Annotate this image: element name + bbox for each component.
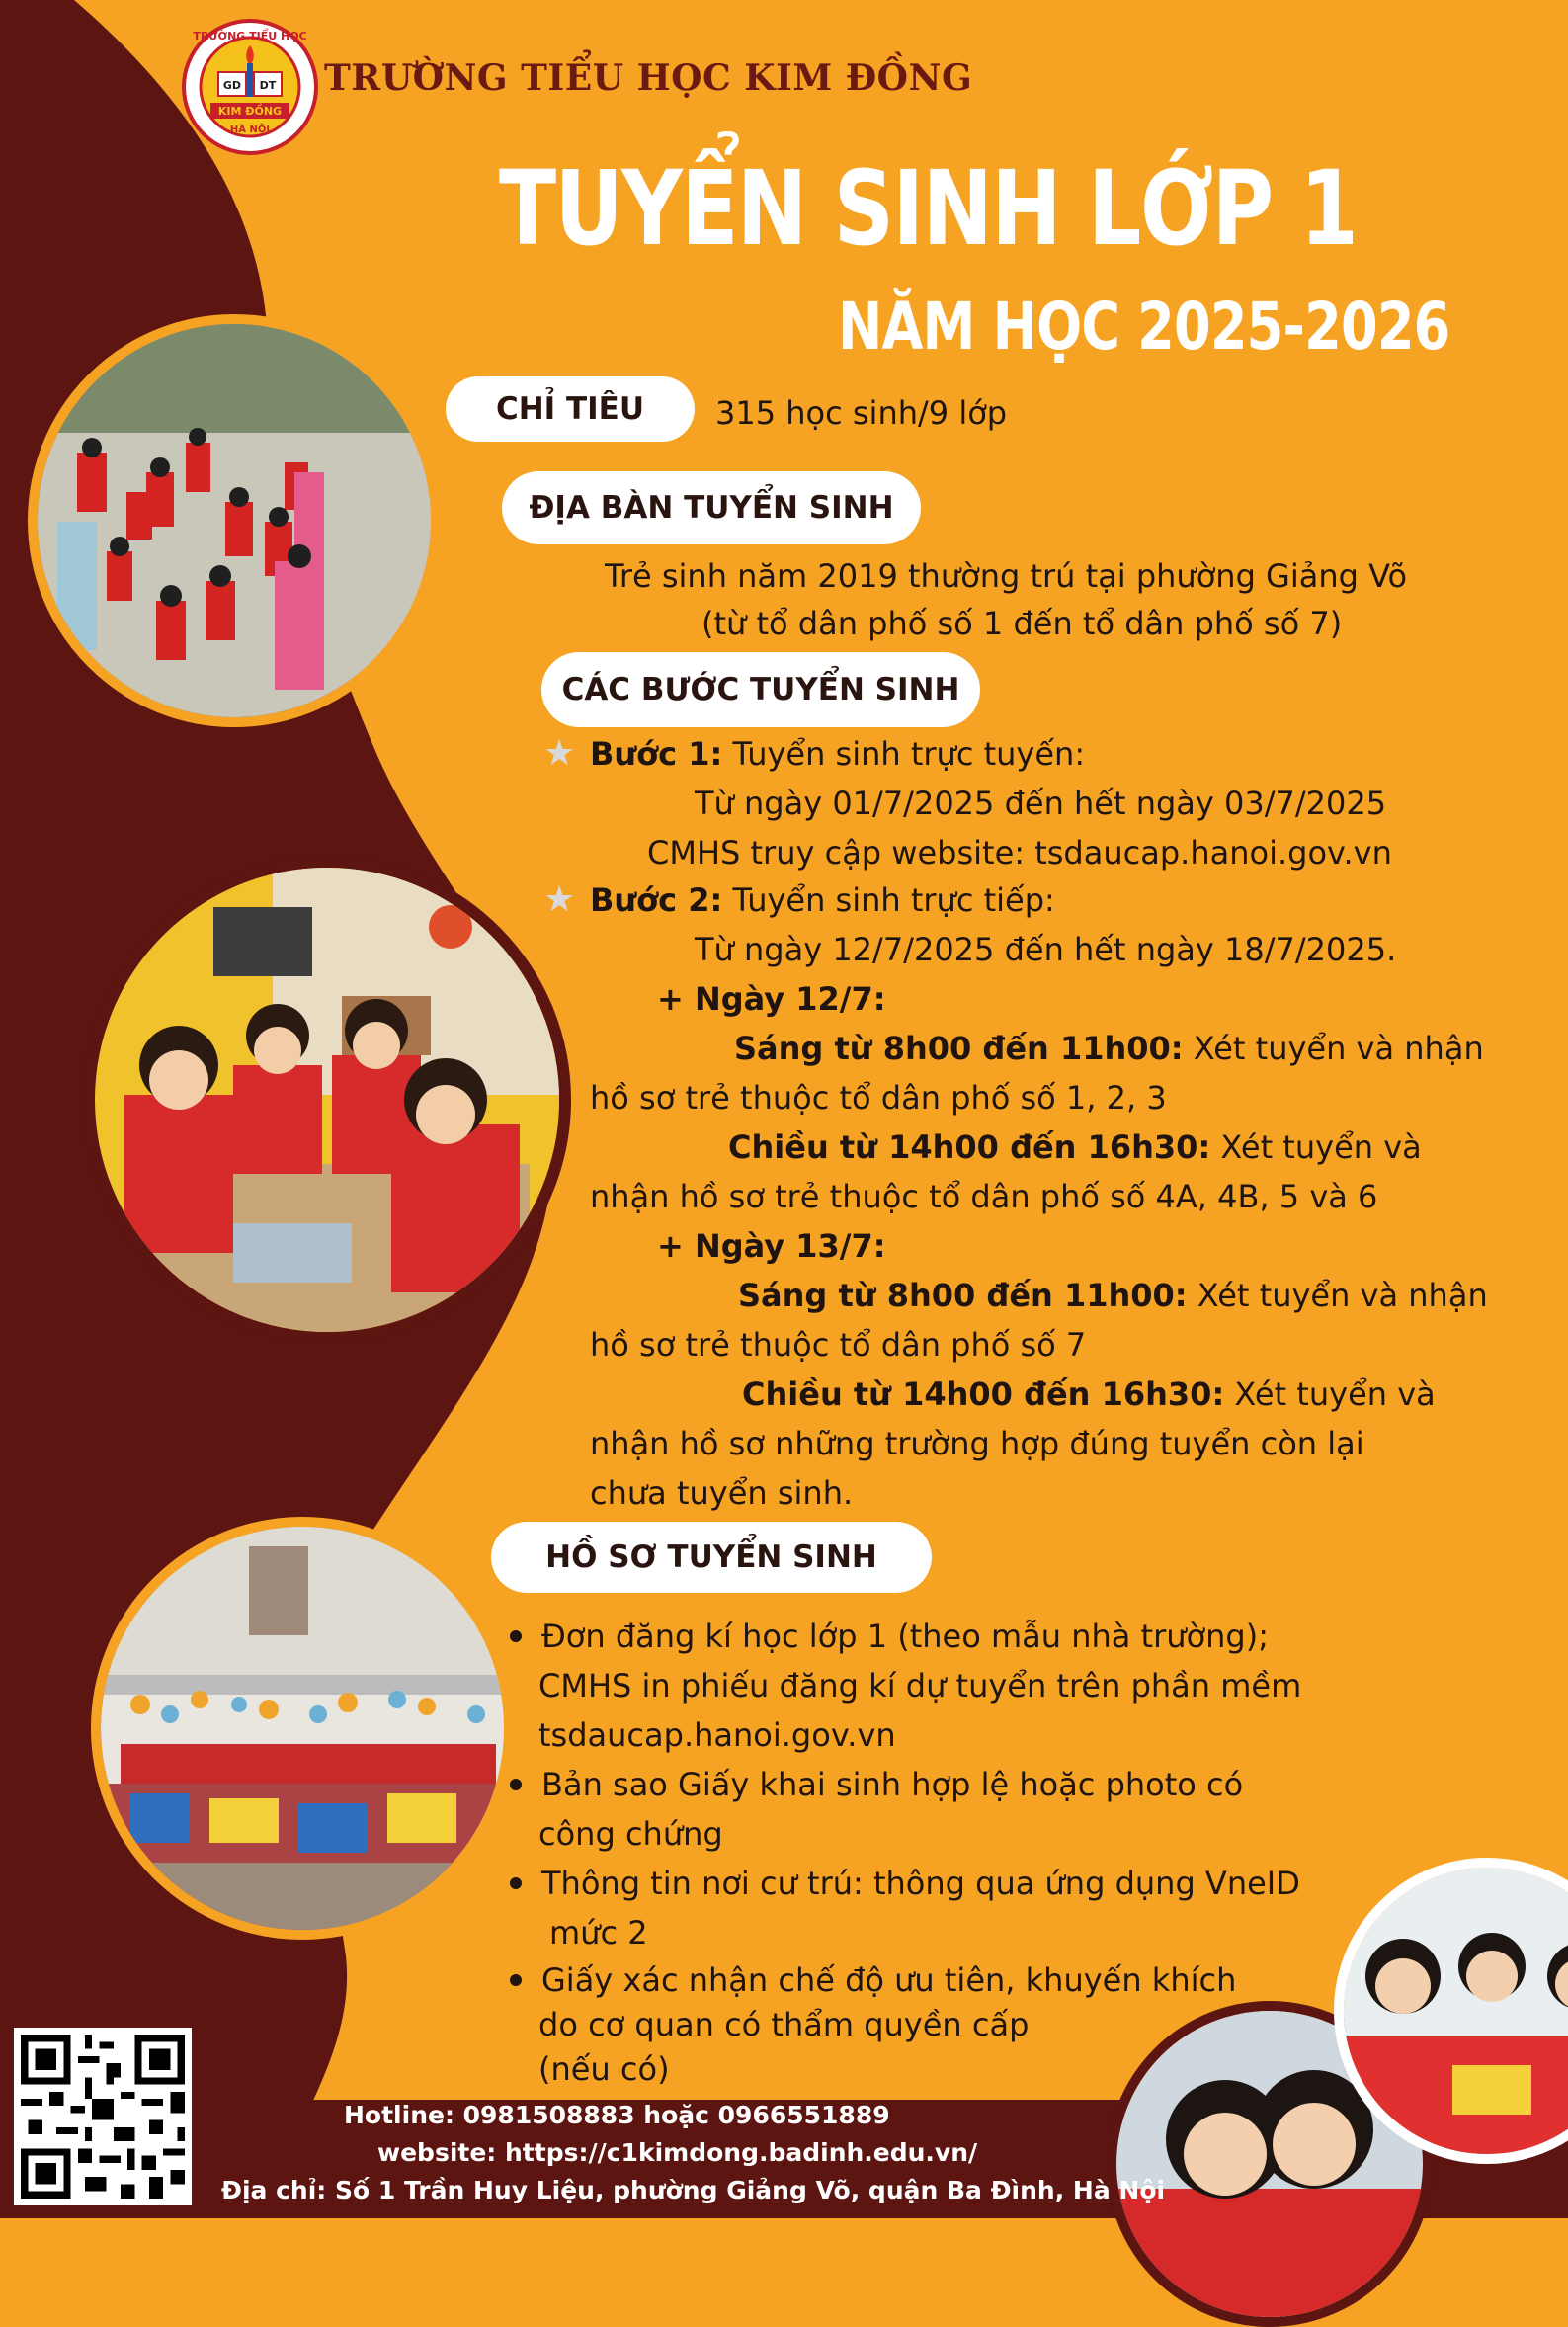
step-1-heading: Bước 1: Tuyển sinh trực tuyến: — [590, 735, 1086, 773]
footer-address: Địa chỉ: Số 1 Trần Huy Liệu, phường Giảng Võ, quận Ba Đình, Hà Nội — [221, 2176, 1166, 2204]
doc-item-1-line-2: CMHS in phiếu đăng kí dự tuyển trên phần mềm — [538, 1667, 1302, 1704]
bullet-icon — [510, 1630, 522, 1642]
steps-label: CÁC BƯỚC TUYỂN SINH — [541, 652, 980, 727]
photo-students-parade — [28, 314, 441, 727]
svg-text:HÀ NỘI: HÀ NỘI — [229, 125, 271, 135]
doc-item-3-line-1: Thông tin nơi cư trú: thông qua ứng dụng VneID — [541, 1865, 1300, 1902]
doc-item-1-line-3: tsdaucap.hanoi.gov.vn — [538, 1716, 896, 1754]
day-1-morning: Sáng từ 8h00 đến 11h00: Xét tuyển và nhận — [734, 1030, 1484, 1067]
doc-item-4-line-1: Giấy xác nhận chế độ ưu tiên, khuyến khích — [541, 1961, 1237, 1999]
school-logo — [181, 18, 319, 156]
step-1-dates: Từ ngày 01/7/2025 đến hết ngày 03/7/2025 — [695, 785, 1387, 822]
doc-item-3-line-2: mức 2 — [549, 1914, 648, 1952]
photo-classroom-robotics — [83, 856, 571, 1344]
area-label: ĐỊA BÀN TUYỂN SINH — [502, 471, 921, 544]
logo-ring-text: TRƯỜNG TIỂU HỌC — [193, 30, 307, 42]
qr-code[interactable] — [14, 2028, 192, 2205]
star-icon: ★ — [543, 733, 576, 774]
svg-text:KIM ĐỒNG: KIM ĐỒNG — [217, 105, 283, 118]
star-icon: ★ — [543, 879, 576, 920]
day-1-afternoon-cont: nhận hồ sơ trẻ thuộc tổ dân phố số 4A, 4B, 5 và 6 — [590, 1178, 1378, 1215]
step-1-website: CMHS truy cập website: tsdaucap.hanoi.gov.vn — [647, 834, 1392, 872]
day-2-morning-cont: hồ sơ trẻ thuộc tổ dân phố số 7 — [590, 1326, 1087, 1364]
footer-website[interactable]: website: https://c1kimdong.badinh.edu.vn/ — [377, 2138, 978, 2167]
day-1-afternoon: Chiều từ 14h00 đến 16h30: Xét tuyển và — [728, 1128, 1422, 1166]
photo-school-ceremony — [91, 1517, 514, 1940]
doc-item-2-line-1: Bản sao Giấy khai sinh hợp lệ hoặc photo có — [541, 1766, 1244, 1803]
area-line-2: (từ tổ dân phố số 1 đến tổ dân phố số 7) — [701, 605, 1343, 642]
school-name: TRƯỜNG TIỂU HỌC KIM ĐỒNG — [324, 57, 973, 99]
documents-label: HỒ SƠ TUYỂN SINH — [491, 1522, 932, 1593]
svg-text:DT: DT — [259, 79, 277, 92]
day-2-morning: Sáng từ 8h00 đến 11h00: Xét tuyển và nhận — [738, 1277, 1488, 1314]
bullet-icon — [510, 1779, 522, 1790]
step-2-heading: Bước 2: Tuyển sinh trực tiếp: — [590, 881, 1055, 919]
day-1-morning-cont: hồ sơ trẻ thuộc tổ dân phố số 1, 2, 3 — [590, 1079, 1167, 1117]
area-line-1: Trẻ sinh năm 2019 thường trú tại phường Giảng Võ — [605, 557, 1408, 595]
step-2-dates: Từ ngày 12/7/2025 đến hết ngày 18/7/2025. — [695, 931, 1397, 968]
day-2-afternoon-cont-1: nhận hồ sơ những trường hợp đúng tuyển còn lại — [590, 1425, 1364, 1462]
day-2-afternoon-cont-2: chưa tuyển sinh. — [590, 1474, 854, 1512]
day-1-heading: + Ngày 12/7: — [657, 980, 886, 1018]
footer-hotline[interactable]: Hotline: 0981508883 hoặc 0966551889 — [344, 2101, 890, 2129]
sub-title: NĂM HỌC 2025-2026 — [838, 289, 1450, 365]
doc-item-1-line-1: Đơn đăng kí học lớp 1 (theo mẫu nhà trường); — [541, 1618, 1269, 1655]
doc-item-4-line-2: do cơ quan có thẩm quyền cấp — [538, 2006, 1030, 2043]
doc-item-2-line-2: công chứng — [538, 1815, 723, 1853]
svg-text:GD: GD — [222, 79, 242, 92]
quota-label: CHỈ TIÊU — [446, 376, 695, 442]
day-2-afternoon: Chiều từ 14h00 đến 16h30: Xét tuyển và — [742, 1375, 1436, 1413]
bullet-icon — [510, 1974, 522, 1986]
quota-value: 315 học sinh/9 lớp — [715, 394, 1008, 432]
doc-item-4-line-3: (nếu có) — [538, 2050, 670, 2088]
main-title: TUYỂN SINH LỚP 1 — [499, 148, 1358, 269]
day-2-heading: + Ngày 13/7: — [657, 1227, 886, 1265]
bullet-icon — [510, 1877, 522, 1889]
